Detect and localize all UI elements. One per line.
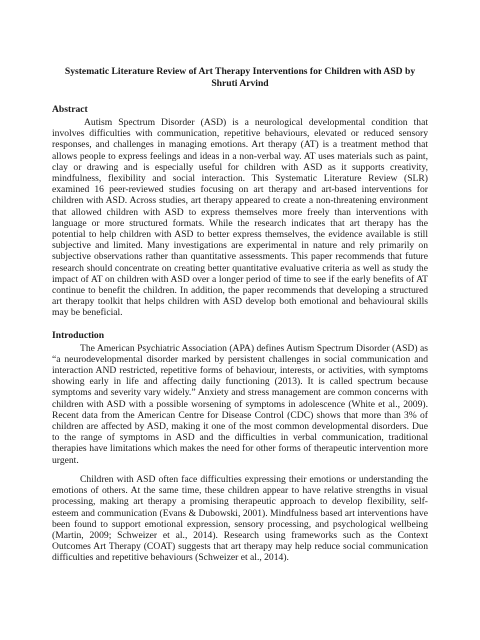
- introduction-paragraph-2: Children with ASD often face difficulties expressing their emotions or understanding the emotions of others. At the same time, these children appear to have relative strengths in visual processing, making art therapy a promising therapeutic approach to develop flexibility, self-esteem and communication (Evans & Dubowski, 2001). Mindfulness based art interventions have been found to support emotional expression, sensory processing, and psychological wellbeing (Martin, 2009; Schweizer et al., 2014). Research using frameworks such as the Context Outcomes Art Therapy (COAT) suggests that art therapy may help reduce social communication difficulties and repetitive behaviours (Schweizer et al., 2014).: [52, 473, 428, 564]
- paper-title: [52, 66, 428, 90]
- introduction-paragraph-1: The American Psychiatric Association (APA) defines Autism Spectrum Disorder (ASD) as “a neurodevelopmental disorder marked by persistent challenges in social communication and interaction AND restricted, repetitive forms of behaviour, interests, or activities, with symptoms showing early in life and affecting daily functioning (2013). It is called spectrum because symptoms and severity vary widely.” Anxiety and stress management are common concerns with children with ASD with a possible worsening of symptoms in adolescence (White et al., 2009). Recent data from the American Centre for Disease Control (CDC) shows that more than 3% of children are affected by ASD, making it one of the most common developmental disorders. Due to the range of symptoms in ASD and the difficulties in verbal communication, traditional therapies have limitations which makes the need for other forms of therapeutic intervention more urgent.: [52, 342, 428, 466]
- introduction-heading: Introduction: [52, 329, 105, 341]
- abstract-paragraph: Autism Spectrum Disorder (ASD) is a neurological developmental condition that involves difficulties with communication, repetitive behaviours, elevated or reduced sensory responses, and challenges in managing emotions. Art therapy (AT) is a treatment method that allows people to express feelings and ideas in a non-verbal way. AT uses materials such as paint, clay or drawing and is especially useful for children with ASD as it supports creativity, mindfulness, flexibility and social interaction. This Systematic Literature Review (SLR) examined 16 peer-reviewed studies focusing on art therapy and art-based interventions for children with ASD. Across studies, art therapy appeared to create a non-threatening environment that allowed children with ASD to express themselves more freely than interventions with language or more structured formats. While the research indicates that art therapy has the potential to help children with ASD to better express themselves, the evidence available is still subjective and limited. Many investigations are experimental in nature and rely primarily on subjective observations rather than quantitative assessments. This paper recommends that future research should concentrate on creating better quantitative evaluative criteria as well as study the impact of AT on children with ASD over a longer period of time to see if the early benefits of AT continue to benefit the children. In addition, the paper recommends that developing a structured art therapy toolkit that helps children with ASD develop both emotional and behavioural skills may be beneficial.: [52, 117, 428, 319]
- paper-title-line-1: Systematic Literature Review of Art Therapy Interventions for Children with ASD by: [64, 66, 416, 77]
- abstract-heading: Abstract: [52, 104, 88, 115]
- paper-title-line-2: Shruti Arvind: [211, 78, 269, 89]
